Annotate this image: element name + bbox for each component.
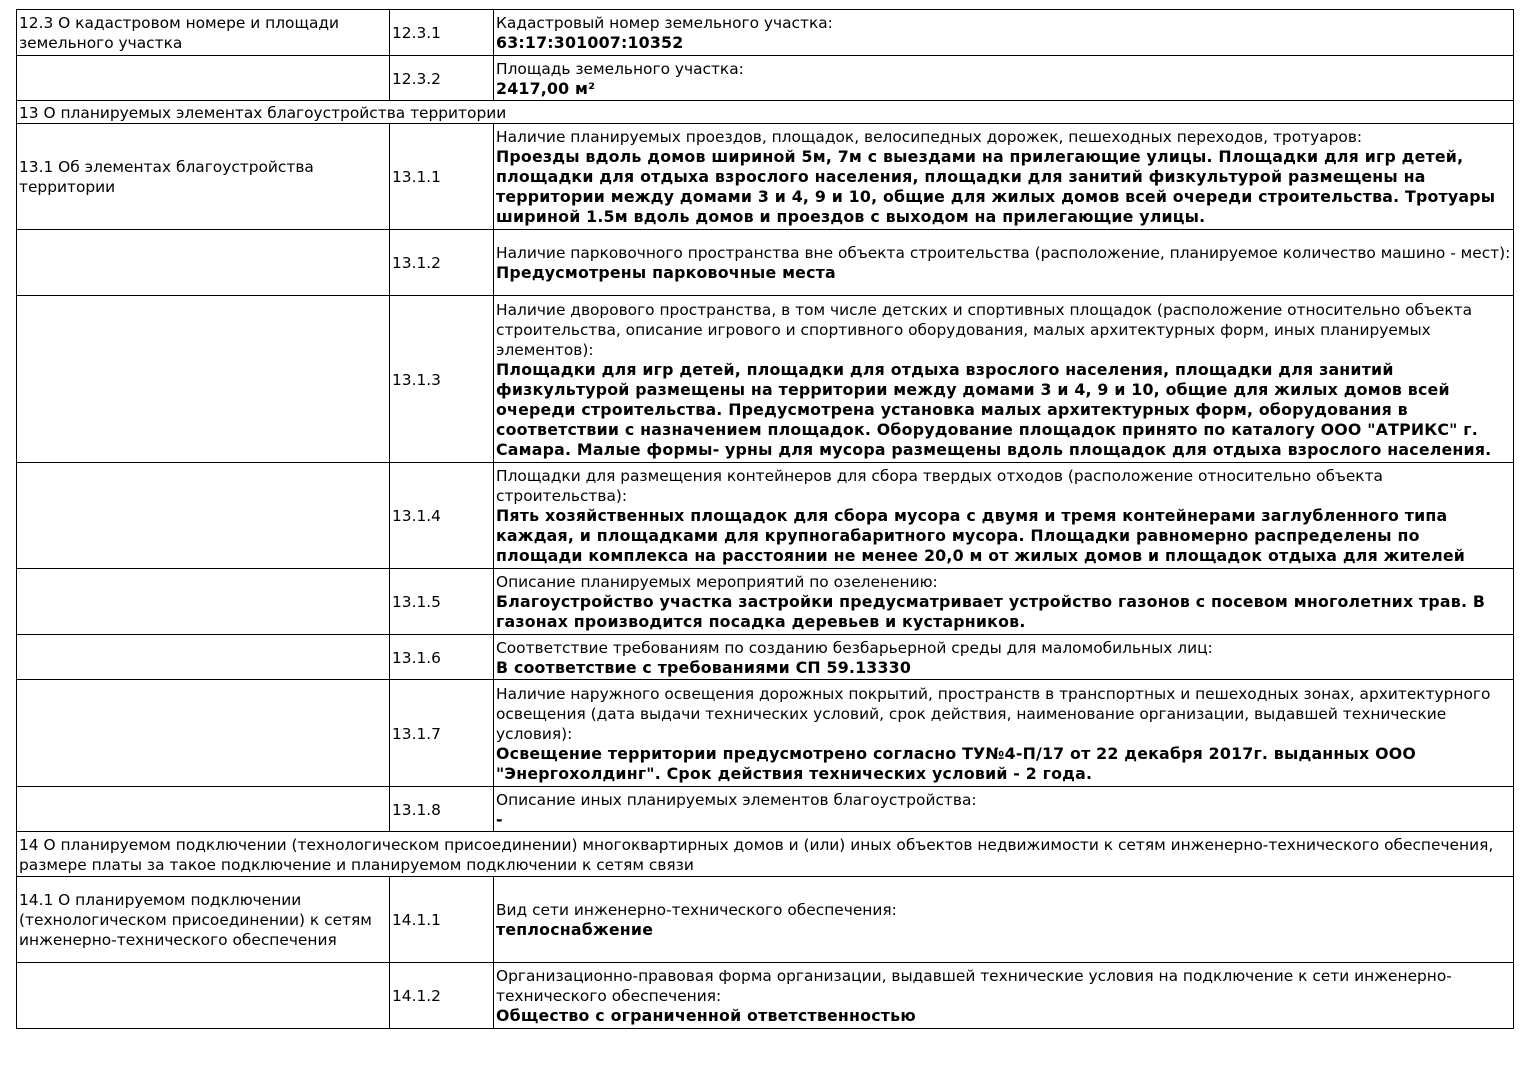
row-value: Благоустройство участка застройки предусматривает устройство газонов с посевом многолетних трав. В газонах производится посадка деревьев и кустарников.	[496, 592, 1486, 631]
row-label: Площадь земельного участка:	[496, 59, 744, 78]
table-row	[17, 10, 1514, 56]
row-number: 12.3.1	[390, 10, 494, 56]
row-content	[494, 296, 1514, 463]
table-row	[17, 569, 1514, 635]
row-content	[494, 56, 1514, 101]
row-value: 63:17:301007:10352	[496, 33, 684, 52]
row-number: 13.1.1	[390, 124, 494, 230]
row-value: -	[496, 809, 503, 829]
section-row	[17, 101, 1514, 124]
row-label: Наличие дворового пространства, в том числе детских и спортивных площадок (расположение относительно объекта строительства, описание игрового и спортивного оборудования, малых архитектурных форм, иных планируемых элементов):	[496, 300, 1473, 359]
row-title	[17, 963, 390, 1029]
row-title	[17, 680, 390, 787]
row-title	[17, 230, 390, 296]
row-value: 2417,00 м²	[496, 78, 596, 98]
row-number: 13.1.6	[390, 635, 494, 680]
row-value: Освещение территории предусмотрено согласно ТУ№4-П/17 от 22 декабря 2017г. выданных ООО "Энергохолдинг". Срок действия технических условий - 2 года.	[496, 743, 1416, 783]
row-title: 14.1 О планируемом подключении (технологическом присоединении) к сетям инженерно-технического обеспечения	[17, 877, 390, 963]
table-row	[17, 124, 1514, 230]
row-label: Наличие планируемых проездов, площадок, велосипедных дорожек, пешеходных переходов, тротуаров:	[496, 128, 1363, 146]
row-value: Общество с ограниченной ответственностью	[496, 1006, 916, 1025]
row-content	[494, 10, 1514, 56]
row-number: 13.1.8	[390, 787, 494, 832]
row-label: Соответствие требованиям по созданию безбарьерной среды для маломобильных лиц:	[496, 638, 1213, 657]
row-content	[494, 877, 1514, 963]
table-row	[17, 877, 1514, 963]
row-title: 12.3 О кадастровом номере и площади земельного участка	[17, 10, 390, 56]
row-title	[17, 569, 390, 635]
row-number: 14.1.1	[390, 877, 494, 963]
row-label: Вид сети инженерно-технического обеспечения:	[496, 901, 897, 919]
row-content	[494, 635, 1514, 680]
row-title	[17, 635, 390, 680]
row-value: теплоснабжение	[496, 920, 654, 939]
section-row	[17, 832, 1514, 877]
row-value: Площадки для игр детей, площадки для отдыха взрослого населения, площадки для занитий физкультурой размещены на территории между домами 3 и 4, 9 и 10, общие для жилых домов всей очереди строительства. Предусмотрена установка малых архитектурных форм, оборудования в соответствии с назначением площадок. Оборудование площадок принято по каталогу ООО "АТРИКС" г. Самара. Малые формы- урны для мусора размещены вдоль площадок для отдыха взрослого населения.	[496, 359, 1492, 459]
row-number: 13.1.5	[390, 569, 494, 635]
row-label: Кадастровый номер земельного участка:	[496, 14, 833, 32]
row-label: Описание иных планируемых элементов благоустройства:	[496, 790, 977, 809]
table-row	[17, 296, 1514, 463]
row-value: Предусмотрены парковочные места	[496, 263, 836, 282]
table-row	[17, 635, 1514, 680]
row-label: Наличие парковочного пространства вне объекта строительства (расположение, планируемое количество машино - мест):	[496, 244, 1511, 262]
row-title: 13.1 Об элементах благоустройства территории	[17, 124, 390, 230]
row-content	[494, 569, 1514, 635]
row-value: Проезды вдоль домов шириной 5м, 7м с выездами на прилегающие улицы. Площадки для игр детей, площадки для отдыха взрослого населения, площадки для занитий физкультурой размещены на территории между домами 3 и 4, 9 и 10, общие для жилых домов всей очереди строительства. Тротуары шириной 1.5м вдоль домов и проездов с выходом на прилегающие улицы.	[496, 147, 1496, 226]
section-heading: 13 О планируемых элементах благоустройства территории	[17, 101, 1514, 124]
row-title	[17, 787, 390, 832]
table-row	[17, 963, 1514, 1029]
row-title	[17, 296, 390, 463]
row-number: 12.3.2	[390, 56, 494, 101]
row-label: Наличие наружного освещения дорожных покрытий, пространств в транспортных и пешеходных зонах, архитектурного освещения (дата выдачи технических условий, срок действия, наименование организации, выдавшей технические условия):	[496, 684, 1491, 743]
row-content	[494, 963, 1514, 1029]
row-number: 13.1.3	[390, 296, 494, 463]
row-number: 13.1.7	[390, 680, 494, 787]
row-number: 14.1.2	[390, 963, 494, 1029]
section-heading: 14 О планируемом подключении (технологическом присоединении) многоквартирных домов и (или) иных объектов недвижимости к сетям инженерно-технического обеспечения, размере платы за такое подключение и планируемом подключении к сетям связи	[17, 832, 1514, 877]
table-row	[17, 787, 1514, 832]
table-row	[17, 680, 1514, 787]
row-number: 13.1.4	[390, 463, 494, 569]
row-title	[17, 56, 390, 101]
row-label: Организационно-правовая форма организации, выдавшей технические условия на подключение к сети инженерно-технического обеспечения:	[496, 967, 1452, 1005]
row-content	[494, 230, 1514, 296]
table-row	[17, 463, 1514, 569]
row-label: Площадки для размещения контейнеров для сбора твердых отходов (расположение относительно объекта строительства):	[496, 467, 1383, 505]
row-content	[494, 463, 1514, 569]
table-row	[17, 56, 1514, 101]
row-content	[494, 680, 1514, 787]
row-value: Пять хозяйственных площадок для сбора мусора с двумя и тремя контейнерами заглубленного типа каждая, и площадками для крупногабаритного мусора. Площадки равномерно распределены по площади комплекса на расстоянии не менее 20,0 м от жилых домов и площадок отдыха для жителей	[496, 506, 1466, 565]
row-number: 13.1.2	[390, 230, 494, 296]
row-content	[494, 787, 1514, 832]
row-label: Описание планируемых мероприятий по озеленению:	[496, 573, 938, 591]
row-content	[494, 124, 1514, 230]
row-value: В соответствие с требованиями СП 59.13330	[496, 657, 912, 677]
declaration-table	[16, 9, 1514, 1029]
row-title	[17, 463, 390, 569]
table-row	[17, 230, 1514, 296]
